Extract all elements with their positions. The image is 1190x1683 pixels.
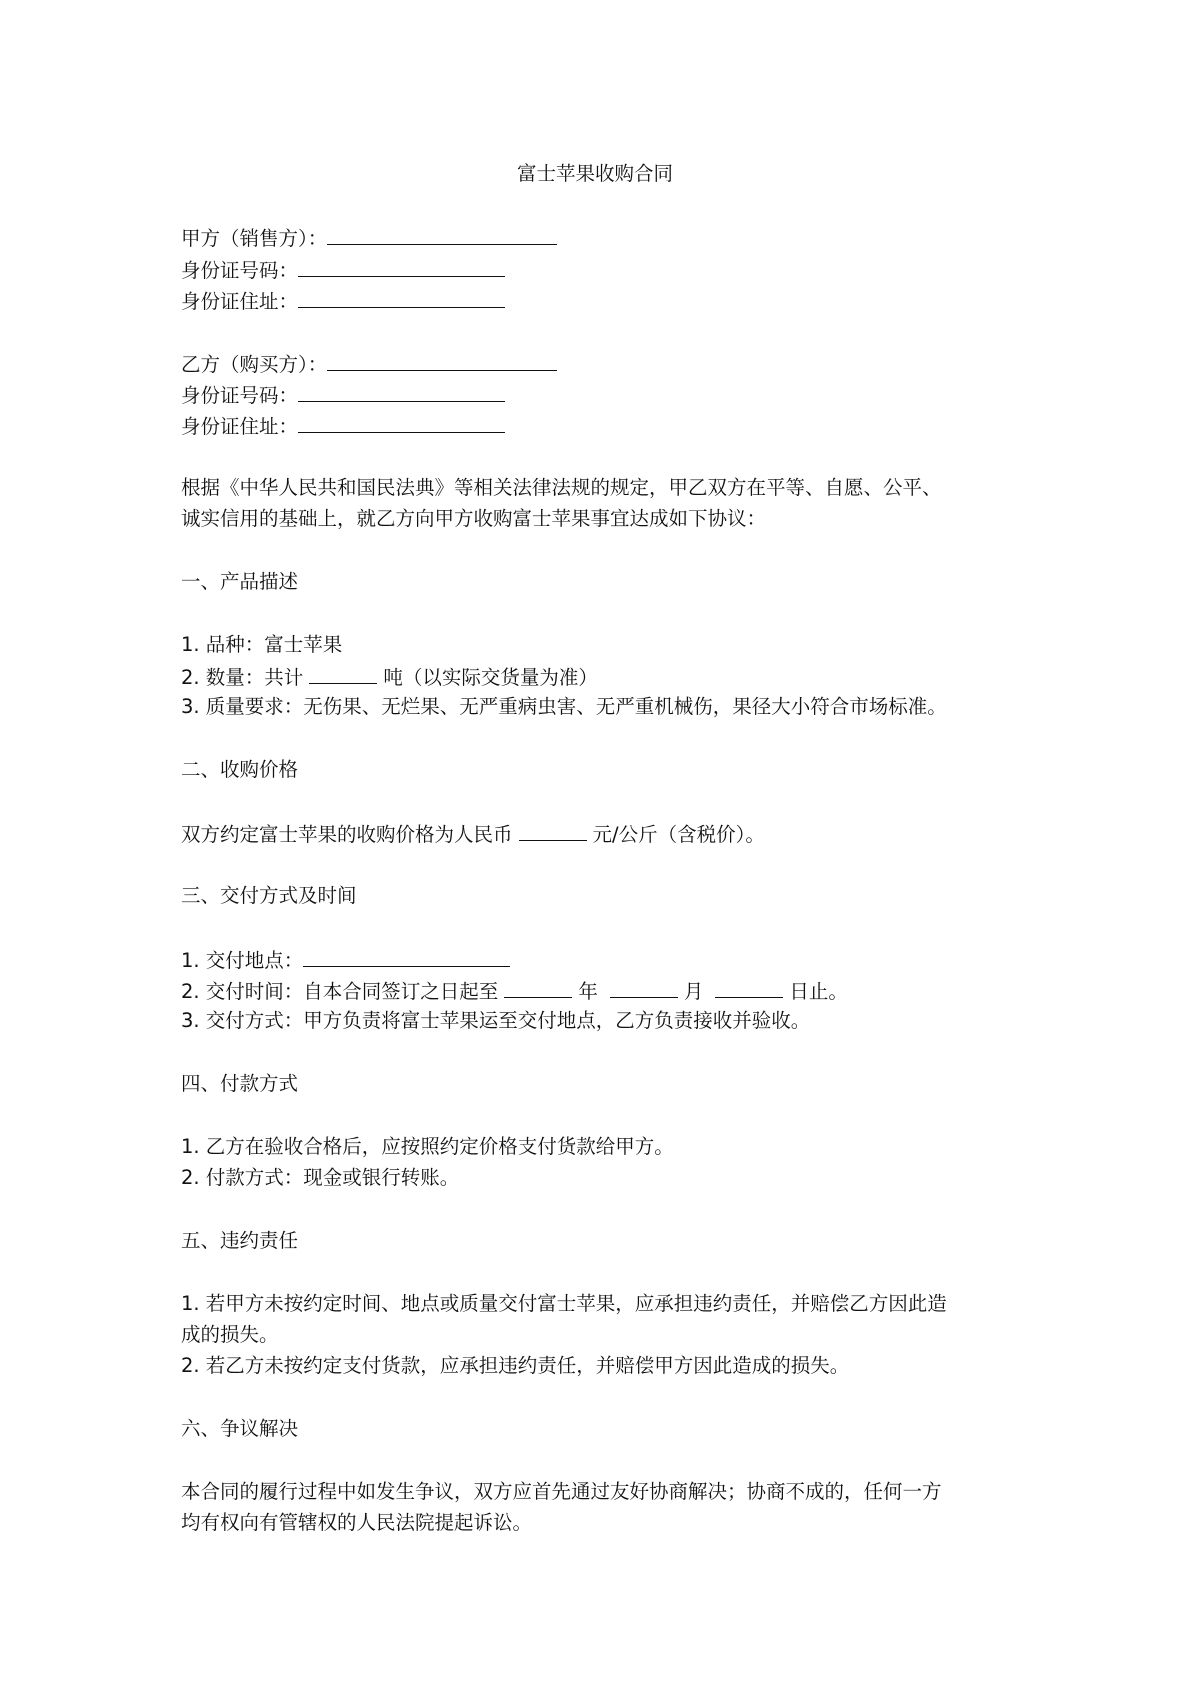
quantity-suffix: 吨（以实际交货量为准）	[383, 666, 598, 689]
section-6-line-2: 均有权向有管辖权的人民法院提起诉讼。	[181, 1511, 533, 1534]
section-5-item-1-line-2: 成的损失。	[181, 1323, 279, 1346]
party-b-id-number-blank	[298, 381, 505, 402]
section-4-item-1: 1. 乙方在验收合格后，应按照约定价格支付货款给甲方。	[181, 1135, 674, 1158]
party-b-id-number-line	[181, 381, 505, 409]
party-b-id-address-blank	[298, 412, 505, 433]
party-a-id-number-line	[181, 256, 505, 284]
price-suffix: 元/公斤（含税价）。	[592, 823, 765, 846]
section-2-heading: 二、收购价格	[181, 758, 299, 781]
section-5-item-1-line-1: 1. 若甲方未按约定时间、地点或质量交付富士苹果，应承担违约责任，并赔偿乙方因此造	[181, 1292, 947, 1315]
delivery-day-blank	[715, 977, 783, 998]
party-b-id-address-label: 身份证住址：	[181, 415, 299, 438]
document-title: 富士苹果收购合同	[516, 162, 673, 185]
party-b-name-blank	[327, 350, 557, 371]
party-a-label: 甲方（销售方）：	[181, 227, 328, 250]
price-blank	[519, 820, 587, 841]
day-end-label: 日止。	[789, 980, 848, 1003]
section-5-heading: 五、违约责任	[181, 1229, 299, 1252]
delivery-year-blank	[504, 977, 572, 998]
section-3-item-1	[181, 946, 510, 974]
section-2-text	[181, 820, 765, 848]
section-1-item-1: 1. 品种：富士苹果	[181, 633, 343, 656]
party-b-label: 乙方（购买方）：	[181, 353, 328, 376]
section-6-line-1: 本合同的履行过程中如发生争议，双方应首先通过友好协商解决；协商不成的，任何一方	[181, 1480, 942, 1503]
party-b-id-number-label: 身份证号码：	[181, 384, 299, 407]
month-label: 月	[683, 980, 704, 1003]
section-3-item-2	[181, 977, 848, 1005]
section-3-heading: 三、交付方式及时间	[181, 884, 357, 907]
party-a-name-blank	[327, 224, 557, 245]
party-b-id-address-line	[181, 412, 505, 440]
delivery-place-label: 1. 交付地点：	[181, 949, 304, 972]
party-b-line	[181, 350, 557, 378]
party-a-id-number-blank	[298, 256, 505, 277]
quantity-blank	[309, 663, 377, 684]
delivery-time-prefix: 2. 交付时间：自本合同签订之日起至	[181, 980, 499, 1003]
preamble-line-2: 诚实信用的基础上，就乙方向甲方收购富士苹果事宜达成如下协议：	[181, 507, 767, 530]
party-a-id-number-label: 身份证号码：	[181, 259, 299, 282]
section-1-item-3: 3. 质量要求：无伤果、无烂果、无严重病虫害、无严重机械伤，果径大小符合市场标准。	[181, 695, 947, 718]
section-1-item-2	[181, 663, 598, 691]
section-4-heading: 四、付款方式	[181, 1072, 299, 1095]
party-a-id-address-label: 身份证住址：	[181, 290, 299, 313]
delivery-month-blank	[610, 977, 678, 998]
section-1-heading: 一、产品描述	[181, 570, 299, 593]
party-a-line	[181, 224, 557, 252]
preamble-line-1: 根据《中华人民共和国民法典》等相关法律法规的规定，甲乙双方在平等、自愿、公平、	[181, 476, 942, 499]
year-label: 年	[578, 980, 598, 1003]
section-3-item-3: 3. 交付方式：甲方负责将富士苹果运至交付地点，乙方负责接收并验收。	[181, 1009, 811, 1032]
quantity-prefix: 2. 数量：共计	[181, 666, 304, 689]
section-4-item-2: 2. 付款方式：现金或银行转账。	[181, 1166, 460, 1189]
party-a-id-address-blank	[298, 287, 505, 308]
delivery-place-blank	[303, 946, 510, 967]
section-6-heading: 六、争议解决	[181, 1417, 299, 1440]
price-prefix: 双方约定富士苹果的收购价格为人民币	[181, 823, 513, 846]
party-a-id-address-line	[181, 287, 505, 315]
section-5-item-2: 2. 若乙方未按约定支付货款，应承担违约责任，并赔偿甲方因此造成的损失。	[181, 1354, 850, 1377]
